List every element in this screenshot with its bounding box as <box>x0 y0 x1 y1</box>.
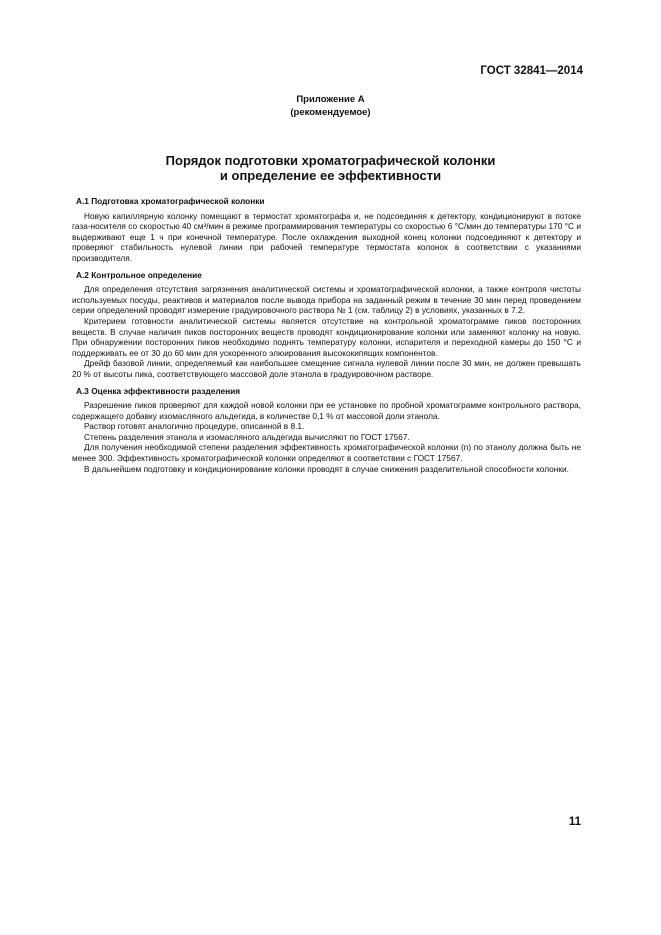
paragraph: Для получения необходимой степени разделения эффективность хроматографической колонки (n) по этанолу должна быть не менее 300. Эффективность хроматографической колонки определяют в соответствии с ГОСТ 17567. <box>72 442 581 464</box>
document-code: ГОСТ 32841—2014 <box>480 65 583 77</box>
section-heading: А.2 Контрольное определение <box>76 269 202 280</box>
paragraph: Новую капиллярную колонку помещают в термостат хроматографа и, не подсоединяя к детектору, кондиционируют в потоке газа-носителя со скоростью 40 см³/мин в режиме программирования температуры со скоростью 6 °С/мин до температуры 170 °С и выдерживают еще 1 ч при конечной температуре. После охлаждения выходной конец колонки подсоединяют к детектору и проверяют стабильность нулевой линии при рабочей температуре термостата колонок в соответствии с указаниями производителя. <box>72 210 581 263</box>
section-heading: А.3 Оценка эффективности разделения <box>76 385 241 396</box>
section-a3 <box>72 386 581 475</box>
section-heading: А.1 Подготовка хроматографической колонки <box>76 196 265 206</box>
paragraph: Для определения отсутствия загрязнения аналитической системы и хроматографической колонки, а также контроля чистоты используемых посуды, реактивов и материалов после вывода прибора на заданный режим в течение 30 мин перед проведением серии определений проводят измерение градуировочного раствора № 1 (см. таблицу 2) в условиях, указанных в 7.2. <box>72 284 581 316</box>
paragraph: Критерием готовности аналитической системы является отсутствие на контрольной хроматограмме пиков посторонних веществ. В случае наличия пиков посторонних веществ проводят кондиционирование колонки или заменяют колонку на новую. При обнаружении посторонних пиков необходимо поднять температуру колонки, испарителя и переходной камеры до 150 °С и поддерживать ее от 30 до 60 мин для ускоренного элюирования высококипящих компонентов. <box>72 315 581 358</box>
paragraph: В дальнейшем подготовку и кондиционирование колонки проводят в случае снижения разделительной способности колонки. <box>84 463 569 474</box>
paragraph: Степень разделения этанола и изомасляного альдегида вычисляют по ГОСТ 17567. <box>84 431 410 442</box>
document-body <box>72 196 581 480</box>
section-a2 <box>72 270 581 380</box>
paragraph: Дрейф базовой линии, определяемый как наибольшее смещение сигнала нулевой линии после 30 мин, не должен превышать 20 % от высоты пика, соответствующего массовой доле этанола в градуировочном растворе. <box>72 358 581 379</box>
paragraph: Разрешение пиков проверяют для каждой новой колонки при ее установке по пробной хроматограмме контрольного раствора, содержащего добавку изомасляного альдегида, в количестве 0,1 % от массовой доли этанола. <box>72 400 581 421</box>
annex-title-line-2: и определение ее эффективности <box>219 168 442 183</box>
paragraph: Раствор готовят аналогично процедуре, описанной в 8.1. <box>84 421 305 432</box>
annex-heading <box>0 93 661 119</box>
section-a1 <box>72 196 581 264</box>
page-number: 11 <box>568 816 581 828</box>
annex-label: Приложение А <box>296 94 365 105</box>
annex-title-line-1: Порядок подготовки хроматографической колонки <box>165 153 496 168</box>
annex-status: (рекомендуемое) <box>290 107 371 118</box>
annex-title <box>0 153 661 183</box>
